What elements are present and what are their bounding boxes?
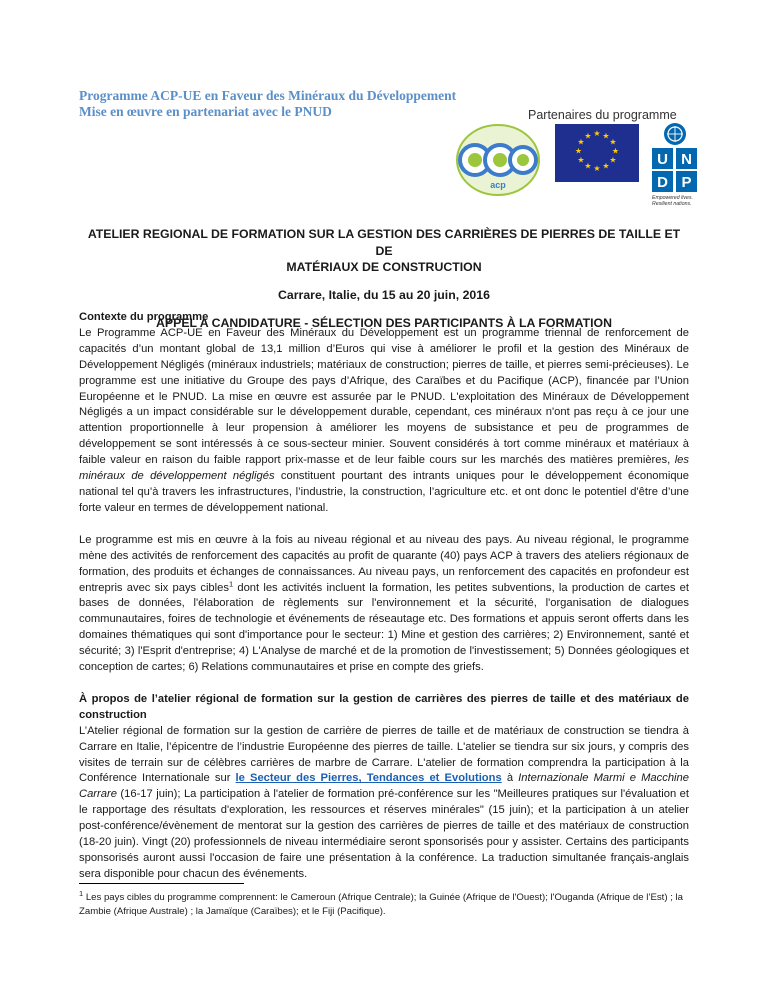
conference-link[interactable]: le Secteur des Pierres, Tendances et Evolutions xyxy=(235,772,502,785)
venue-name: Internazionale Marmi e Macchine Carrare xyxy=(79,772,689,801)
context-paragraph-1: Le Programme ACP-UE en Faveur des Minéraux du Développement est un programme triennal de renforcement de capacités d’un montant global de 13,1 million d’Euros qui vise à améliorer le profil et la gestion des Minéraux de Développement Négligés (minéraux industriels; matériaux de construction; pierres de taille, et pierres semi-précieuses). Le programme est une initiative du Groupe des pays d’Afrique, des Caraïbes et du Pacifique (ACP), financée par l’Union Européenne et le PNUD. La mise en œuvre est assurée par le PNUD. L'exploitation des Minéraux de Développement Négligés a un impact considérable sur le développement durable, cependant, ces minéraux n'ont pas reçu à ce jour une attention proportionnelle à leur propension à améliorer les moyens de subsistance et peu de programmes de développement se sont intéressés à ce sous-secteur minier. Souvent considérés à tort comme minéraux et matériaux à faible valeur en raison du faible rapport prix-masse et de leur faible cours sur les marchés des matières premières, les minéraux de développement négligés constituent pourtant des intrants uniques pour le développement économique national tel qu’à travers les infrastructures, l’industrie, la construction, l’agriculture etc. et ont donc le potentiel d'être d’une forte valeur en termes de développement national. xyxy=(79,326,689,514)
undp-letter-d: D xyxy=(657,174,668,191)
undp-letter-n: N xyxy=(681,151,692,168)
footnote-text: Les pays cibles du programme comprennent: le Cameroun (Afrique Centrale); la Guinée (Afrique de l'Ouest); l'Ouganda (Afrique de l’Est) ; la Zambie (Afrique Australe) ; la Jamaïque (Caraïbes); et le Fiji (Pacifique). xyxy=(79,892,684,917)
svg-text:★: ★ xyxy=(577,155,585,165)
svg-text:★: ★ xyxy=(611,146,620,156)
program-title xyxy=(79,88,456,120)
program-title-line1: Programme ACP-UE en Faveur des Minéraux du Développement xyxy=(79,88,457,103)
undp-letter-p: P xyxy=(681,174,692,191)
svg-text:★: ★ xyxy=(574,146,583,156)
svg-text:★: ★ xyxy=(593,164,601,173)
main-title-line2: MATÉRIAUX DE CONSTRUCTION xyxy=(286,260,482,274)
svg-text:★: ★ xyxy=(577,137,585,147)
acp-logo xyxy=(455,122,541,200)
svg-text:★: ★ xyxy=(584,131,592,141)
footnote-marker: 1 xyxy=(79,888,84,898)
partners-label: Partenaires du programme xyxy=(528,108,677,122)
main-title xyxy=(79,226,689,276)
svg-text:★: ★ xyxy=(593,129,601,138)
document-body xyxy=(79,310,689,883)
event-location-date: Carrare, Italie, du 15 au 20 juin, 2016 xyxy=(278,287,490,302)
about-paragraph: L’Atelier régional de formation sur la gestion de carrière de pierres de taille et de matériaux de construction se tiendra à Carrare en Italie, l’épicentre de l’industrie Européenne des pierres de taille. L'atelier se tiendra sur six jours, y compris des visites de terrain sur de célèbres carrières de marbre de Carrare. L'atelier de formation comprendra la participation à la Conférence Internationale sur le Secteur des Pierres, Tendances et Evolutions à Internazionale Marmi e Macchine Carrare (16-17 juin); La participation à l'atelier de formation pré-conférence sur les "Meilleures pratiques sur l'évaluation et le rapportage des résultats d'exploration, les ressources et réserves minérales" (15 juin); et la participation à un atelier post-conférence/évènement de mentorat sur la gestion des carrières de pierres de taille et des matériaux de construction (18-20 juin). Vingt (20) professionnels de niveau intermédiaire seront sponsorisés pour y assister. Certains des participants sponsorisés auront aussi l'occasion de faire une présentation à la conférence. La traduction simultanée français-anglais sera disponible pour chacun des événements. xyxy=(79,724,689,880)
svg-text:★: ★ xyxy=(602,161,610,171)
footnote-ref: 1 xyxy=(228,578,234,588)
acp-logo-text: acp xyxy=(490,180,506,190)
eu-flag-logo xyxy=(555,124,639,182)
main-title-line1: ATELIER REGIONAL DE FORMATION SUR LA GESTION DES CARRIÈRES DE PIERRES DE TAILLE ET DE xyxy=(87,227,681,258)
svg-text:★: ★ xyxy=(609,155,617,165)
undp-tagline-1: Empowered lives. xyxy=(652,195,693,201)
svg-text:★: ★ xyxy=(602,131,610,141)
acp-logo-graphic xyxy=(455,122,541,200)
svg-text:★: ★ xyxy=(609,137,617,147)
svg-text:★: ★ xyxy=(584,161,592,171)
undp-tagline-2: Resilient nations. xyxy=(652,201,692,206)
document-header xyxy=(79,86,693,206)
program-title-line2: Mise en œuvre en partenariat avec le PNUD xyxy=(79,104,332,119)
footnote xyxy=(79,888,689,919)
undp-letter-u: U xyxy=(657,151,668,168)
context-heading: Contexte du programme xyxy=(79,311,209,323)
footnote-divider xyxy=(79,883,244,884)
eu-stars-icon xyxy=(555,124,639,182)
context-italic-term: les minéraux de développement négligés xyxy=(79,454,689,483)
context-paragraph-2: Le programme est mis en œuvre à la fois au niveau régional et au niveau des pays. Au niveau régional, le programme mène des activités de renforcement des capacités au profit de quarante (40) pays ACP à travers des ateliers régionaux de formation, des produits et échanges de connaissances. Au niveau pays, un renforcement des capacités en profondeur est entrepris avec six pays cibles$^1$ dont les activités incluent la formation, les petites subventions, la production de cartes et bases de données, l'élaboration de règlements sur l'environnement et la sécurité, l'organisation de dialogues communautaires, foires de technologie et événements de réseautage etc. Des formations et appuis seront offerts dans les domaines thématiques qui sont d'importance pour le secteur: 1) Mine et gestion des carrières; 2) Environnement, santé et sécurité; 3) l'Esprit d'entreprise; 4) L'Analyse de marché et de la promotion de l'investissement; 5) Données géologiques et conception de cartes; 6) Relations communautaires et prise en compte des griefs. xyxy=(79,533,689,674)
call-for-applications: APPEL A CANDIDATURE - SÉLECTION DES PARTICIPANTS À LA FORMATION xyxy=(156,316,612,330)
undp-logo xyxy=(651,122,699,206)
undp-logo-graphic xyxy=(651,122,699,206)
about-heading: À propos de l’atelier régional de formation sur la gestion de carrières des pierres de taille et des matériaux de construction xyxy=(79,692,689,721)
